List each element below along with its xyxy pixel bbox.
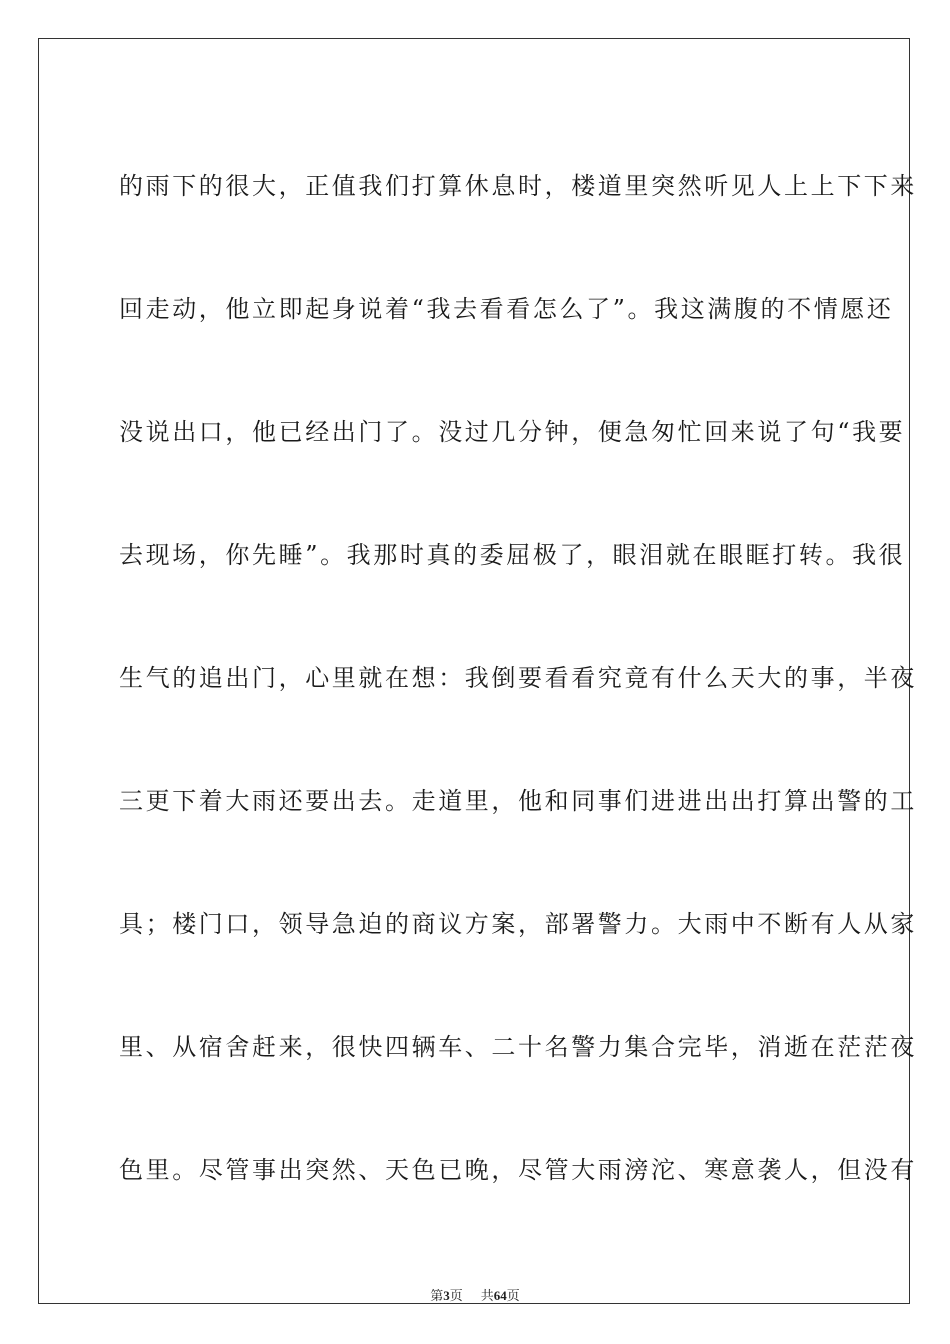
total-prefix: 共 [480,1288,494,1303]
text-line: 色里。尽管事出突然、天色已晚，尽管大雨滂沱、寒意袭人，但没有 [119,1156,917,1184]
total-pages: 64 [493,1288,507,1303]
total-pages-label [481,1288,520,1303]
page-frame [38,38,917,1304]
page-number: 3 [443,1288,450,1303]
text-line: 回走动，他立即起身说着“我去看看怎么了”。我这满腹的不情愿还 [119,295,894,323]
text-line: 生气的追出门，心里就在想：我倒要看看究竟有什么天大的事，半夜 [119,664,917,692]
page-suffix: 页 [449,1288,463,1303]
text-line: 三更下着大雨还要出去。走道里，他和同事们进进出出打算出警的工 [119,787,917,815]
page-prefix: 第 [430,1288,444,1303]
text-line: 具；楼门口，领导急迫的商议方案，部署警力。大雨中不断有人从家 [119,910,917,938]
text-line: 的雨下的很大，正值我们打算休息时，楼道里突然听见人上上下下来 [119,172,917,200]
total-suffix: 页 [506,1288,520,1303]
text-line: 没说出口，他已经出门了。没过几分钟，便急匆忙回来说了句“我要 [119,418,906,446]
body-text [119,146,917,1253]
text-line: 里、从宿舍赶来，很快四辆车、二十名警力集合完毕，消逝在茫茫夜 [119,1033,917,1061]
page-footer [39,1285,911,1304]
text-line: 去现场，你先睡”。我那时真的委屈极了，眼泪就在眼眶打转。我很 [119,541,906,569]
page-label [430,1288,463,1303]
